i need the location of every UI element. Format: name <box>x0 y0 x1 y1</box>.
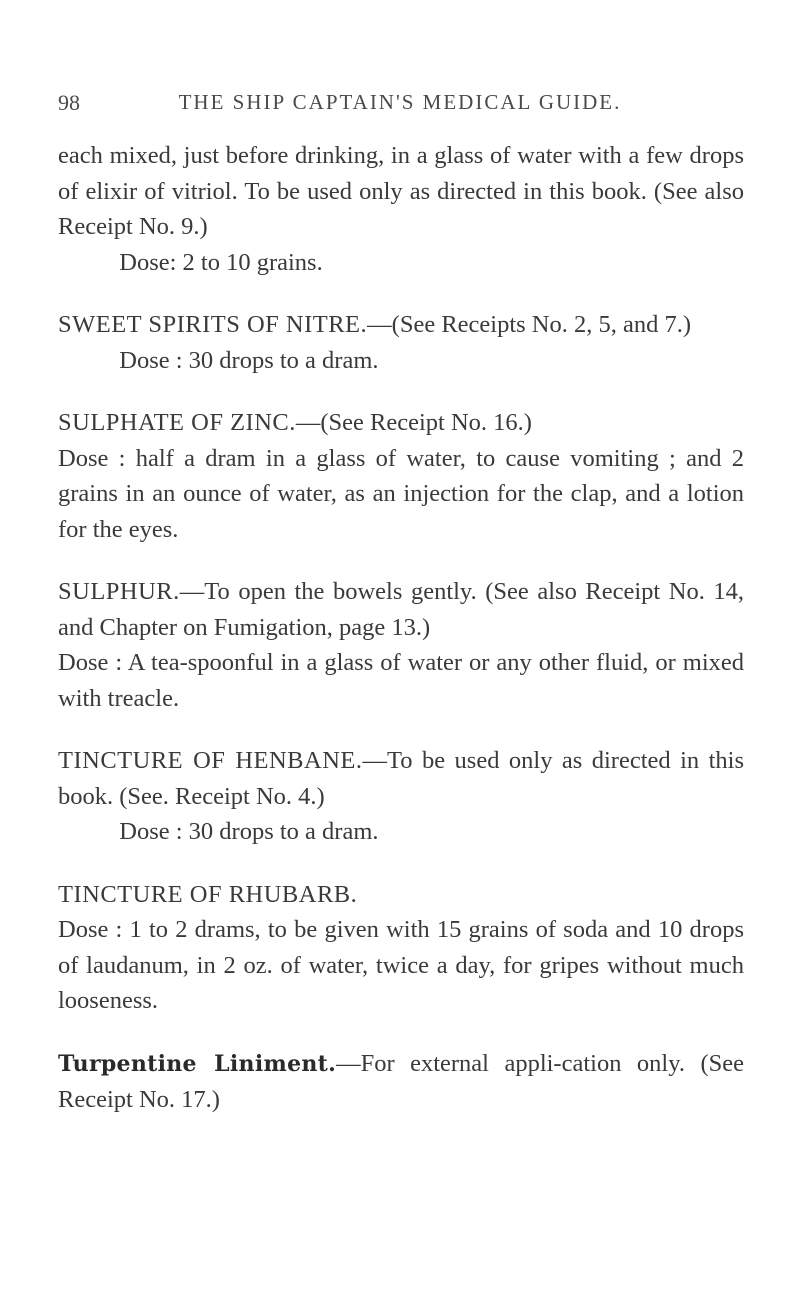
entry-heading: TINCTURE OF RHUBARB. <box>58 880 358 908</box>
entry-heading: SULPHATE OF ZINC. <box>58 409 296 436</box>
entry-text: —To open the bowels gently. (See also Receipt No. 14, and Chapter on Fumigation, page 13.) <box>58 578 744 641</box>
entry-text: —To be used only as directed in this book. (See. Receipt No. 4.) <box>58 747 744 810</box>
entry-text: —(See Receipt No. 16.) <box>295 409 532 436</box>
entry-continuation-text: each mixed, just before drinking, in a glass of water with a few drops of elixir of vitriol. To be used only as directed in this book. (See also Receipt No. 9.) <box>58 142 744 240</box>
entry-heading: SWEET SPIRITS OF NITRE. <box>58 311 368 338</box>
entry-turpentine-liniment <box>58 1046 744 1118</box>
entry-sulphate-of-zinc <box>58 405 744 441</box>
entry-dose-paragraph: Dose : half a dram in a glass of water, to cause vomiting ; and 2 grains in an ounce of water, as an injection for the clap, and a lotion for the eyes. <box>58 444 744 543</box>
entry-heading: SULPHUR. <box>58 578 180 605</box>
entry-sulphur <box>58 574 744 645</box>
running-header <box>58 90 742 120</box>
entry-tincture-of-henbane <box>58 743 744 814</box>
entry-sweet-spirits-of-nitre <box>58 307 744 343</box>
entry-text: —(See Receipts No. 2, 5, and 7.) <box>367 311 692 338</box>
running-title: THE SHIP CAPTAIN'S MEDICAL GUIDE. <box>178 90 622 114</box>
entry-dose-paragraph: Dose : 1 to 2 drams, to be given with 15 grains of soda and 10 drops of laudanum, in 2 oz. of water, twice a day, for gripes without much looseness. <box>58 916 744 1014</box>
entry-heading: Turpentine Liniment. <box>58 1050 337 1077</box>
entry-text: —For external appli-cation only. (See Receipt No. 17.) <box>58 1049 744 1113</box>
page-number: 98 <box>58 90 80 115</box>
entry-dose: Dose : 30 drops to a dram. <box>119 818 379 845</box>
entry-dose-paragraph: Dose : A tea-spoonful in a glass of water or any other fluid, or mixed with treacle. <box>58 649 744 712</box>
entry-dose: Dose : 30 drops to a dram. <box>119 346 379 374</box>
entry-dose: Dose: 2 to 10 grains. <box>119 248 323 276</box>
entry-heading: TINCTURE OF HENBANE. <box>58 747 363 774</box>
page-body <box>58 138 744 1118</box>
